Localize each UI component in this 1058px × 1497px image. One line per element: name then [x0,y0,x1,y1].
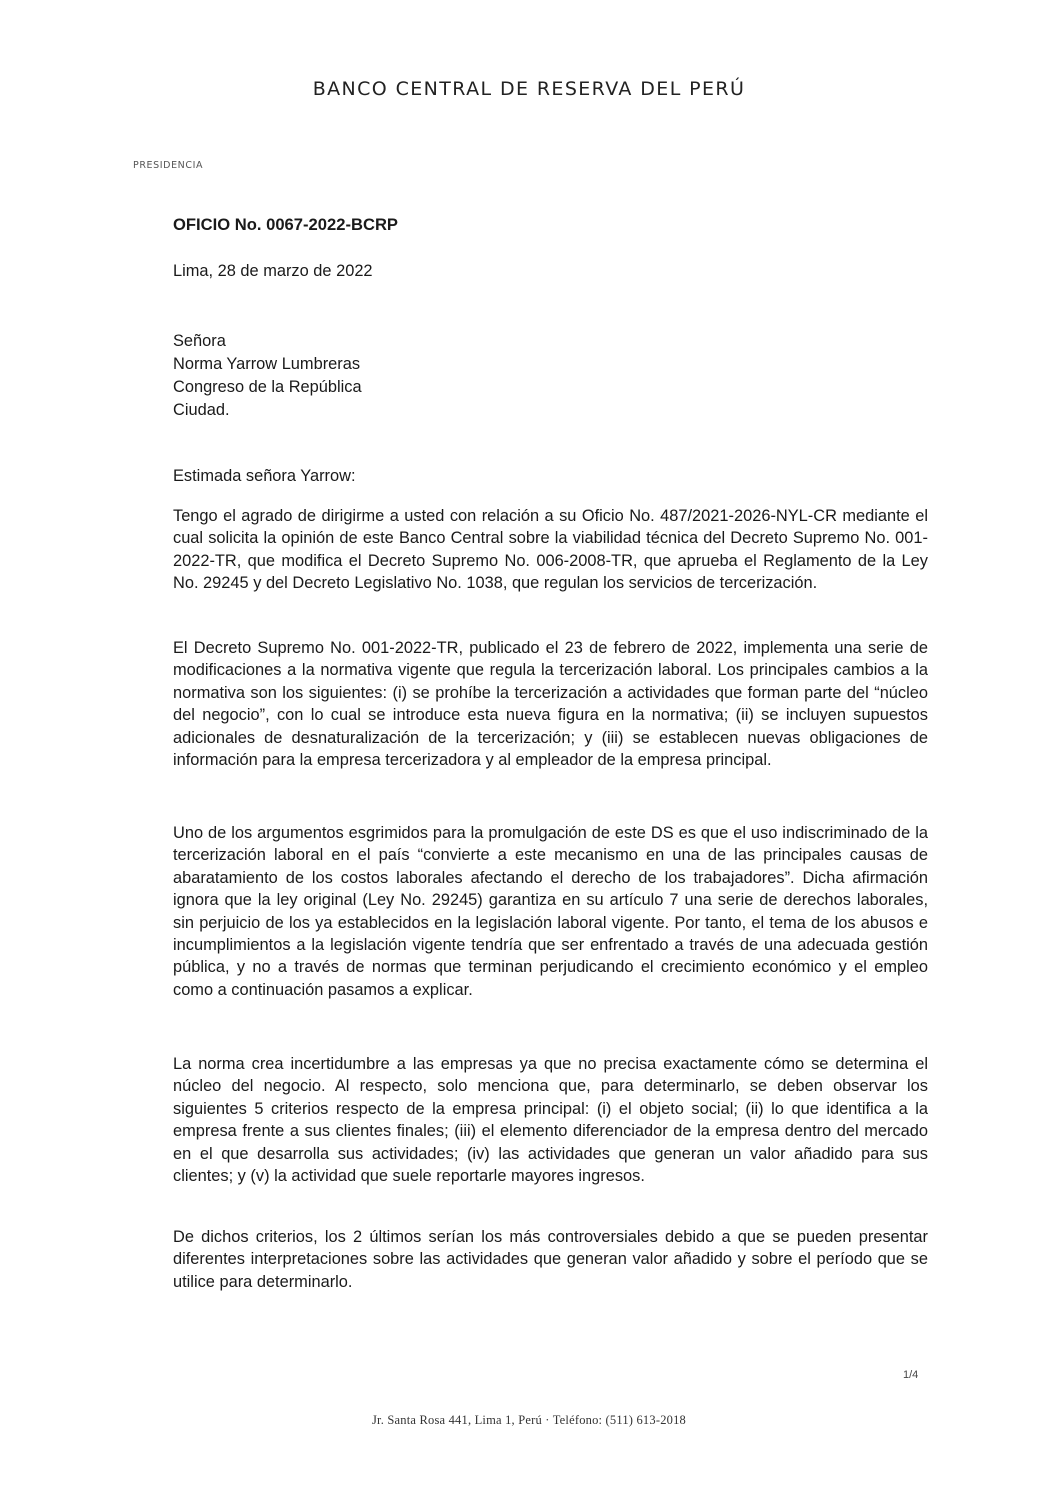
department-label: PRESIDENCIA [133,160,204,171]
letter-date: Lima, 28 de marzo de 2022 [173,262,373,280]
paragraph-5: De dichos criterios, los 2 últimos serían los más controversiales debido a que se pueden presentar diferentes interpretaciones sobre las actividades que generan valor añadido y sobre el período que se utilice para determinarlo. [173,1228,928,1291]
recipient-address-block [173,330,928,422]
salutation: Estimada señora Yarrow: [173,467,356,485]
paragraph-2: El Decreto Supremo No. 001-2022-TR, publicado el 23 de febrero de 2022, implementa una serie de modificaciones a la normativa vigente que regula la tercerización laboral. Los principales cambios a la normativa son los siguientes: (i) se prohíbe la tercerización a actividades que forman parte del “núcleo del negocio”, con lo cual se introduce esta nueva figura en la normativa; (ii) se incluyen supuestos adicionales de desnaturalización de la tercerización; y (iii) se establecen nuevas obligaciones de información para la empresa tercerizadora y al empleador de la empresa principal. [173,639,928,770]
recipient-institution: Congreso de la República [173,378,362,396]
paragraph-3: Uno de los argumentos esgrimidos para la promulgación de este DS es que el uso indiscriminado de la tercerización laboral en el país “convierte a este mecanismo en una de las principales causas de abaratamiento de los costos laborales afectando el derecho de los trabajadores”. Dicha afirmación ignora que la ley original (Ley No. 29245) garantiza en su artículo 7 una serie de derechos laborales, sin perjuicio de los ya establecidos en la legislación laboral vigente. Por tanto, el tema de los abusos e incumplimientos a la legislación vigente tendría que ser enfrentado a través de una adecuada gestión pública, y no a través de normas que terminan perjudicando el crecimiento económico y el empleo como a continuación pasamos a explicar. [173,824,928,999]
oficio-reference: OFICIO No. 0067-2022-BCRP [173,215,399,234]
footer-address: Jr. Santa Rosa 441, Lima 1, Perú · Teléfono: (511) 613-2018 [371,1413,686,1427]
paragraph-4: La norma crea incertidumbre a las empresas ya que no precisa exactamente cómo se determina el núcleo del negocio. Al respecto, solo menciona que, para determinarlo, se deben observar los siguientes 5 criterios respecto de la empresa principal: (i) el objeto social; (ii) lo que identifica a la empresa frente a sus clientes finales; (iii) el elemento diferenciador de la empresa dentro del mercado en el que desarrolla sus actividades; (iv) las actividades que generan un valor añadido para sus clientes; y (v) la actividad que suele reportarle mayores ingresos. [173,1055,928,1186]
recipient-honorific: Señora [173,332,226,350]
recipient-city: Ciudad. [173,401,230,419]
paragraph-1: Tengo el agrado de dirigirme a usted con relación a su Oficio No. 487/2021-2026-NYL-CR mediante el cual solicita la opinión de este Banco Central sobre la viabilidad técnica del Decreto Supremo No. 001-2022-TR, que modifica el Decreto Supremo No. 006-2008-TR, que aprueba el Reglamento de la Ley No. 29245 y del Decreto Legislativo No. 1038, que regulan los servicios de tercerización. [173,507,928,593]
letterhead-title: BANCO CENTRAL DE RESERVA DEL PERÚ [312,78,746,100]
recipient-name: Norma Yarrow Lumbreras [173,355,361,373]
page-number: 1/4 [903,1369,919,1381]
